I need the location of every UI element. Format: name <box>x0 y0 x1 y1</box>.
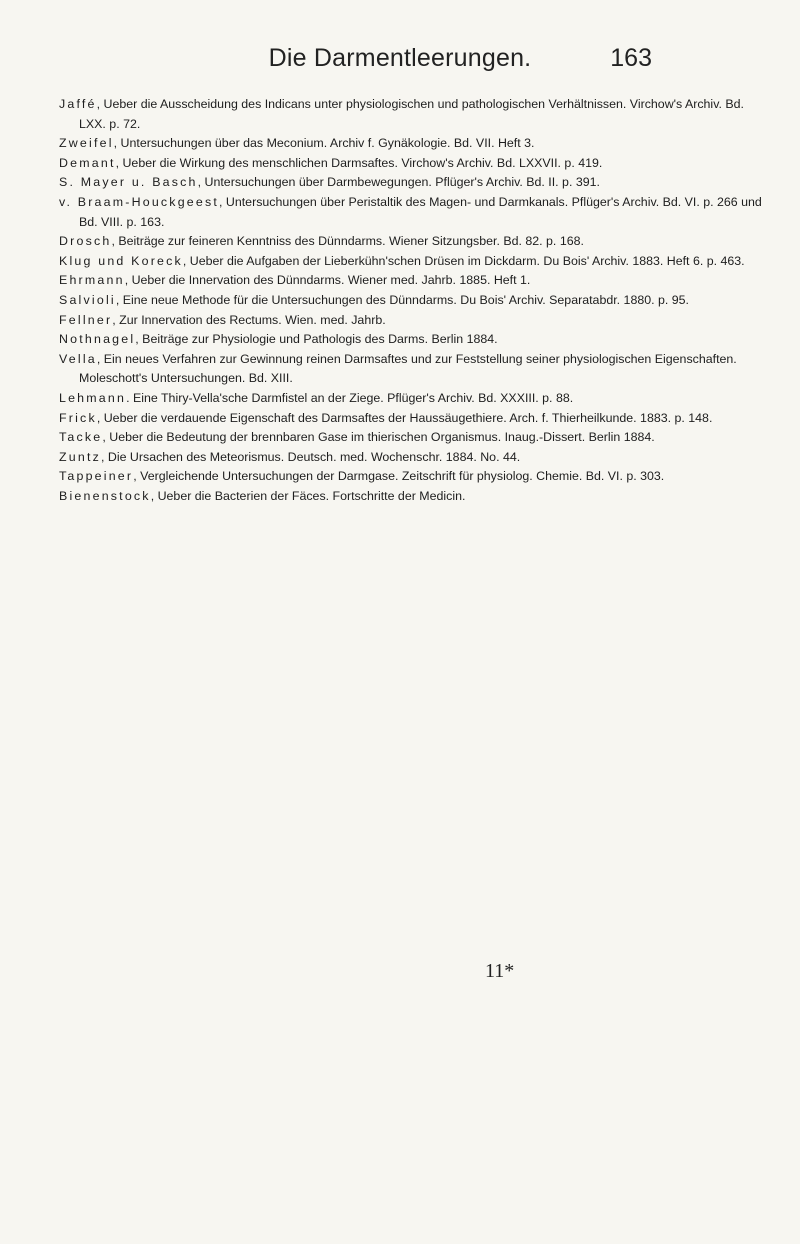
reference-entry <box>59 252 764 272</box>
reference-text: , Untersuchungen über Darmbewegungen. Pflüger's Archiv. Bd. II. p. 391. <box>197 175 600 190</box>
reference-entry <box>59 134 764 154</box>
printer-signature: 11* <box>485 960 515 982</box>
reference-entry <box>59 271 764 291</box>
reference-entry <box>59 448 764 468</box>
reference-entry <box>59 350 764 389</box>
reference-text: , Ueber die Aufgaben der Lieberkühn'schen Drüsen im Dickdarm. Du Bois' Archiv. 1883. Heft 6. p. 463. <box>182 253 745 268</box>
reference-list <box>59 95 764 506</box>
reference-text: , Vergleichende Untersuchungen der Darmgase. Zeitschrift für physiolog. Chemie. Bd. VI. p. 303. <box>133 469 665 484</box>
reference-author: Ehrmann <box>59 273 125 288</box>
reference-author: Salvioli <box>59 292 116 307</box>
reference-text: , Beiträge zur feineren Kenntniss des Dünndarms. Wiener Sitzungsber. Bd. 82. p. 168. <box>111 234 584 249</box>
reference-author: Tappeiner <box>59 469 134 484</box>
reference-author: Bienenstock <box>59 488 151 503</box>
reference-text: , Die Ursachen des Meteorismus. Deutsch. med. Wochenschr. 1884. No. 44. <box>101 449 521 464</box>
reference-entry <box>59 95 764 134</box>
reference-entry <box>59 428 764 448</box>
reference-author: Jaffé <box>59 97 97 111</box>
reference-entry <box>59 232 764 252</box>
reference-text: , Zur Innervation des Rectums. Wien. med. Jahrb. <box>112 312 386 327</box>
reference-author: Zuntz <box>59 449 101 464</box>
reference-text: , Eine neue Methode für die Untersuchungen des Dünndarms. Du Bois' Archiv. Separatabdr. 1880. p. 95. <box>115 292 690 307</box>
reference-entry <box>59 330 764 350</box>
reference-text: , Untersuchungen über das Meconium. Archiv f. Gynäkologie. Bd. VII. Heft 3. <box>113 136 535 151</box>
reference-author: Fellner <box>59 312 113 327</box>
reference-text: , Ein neues Verfahren zur Gewinnung reinen Darmsaftes und zur Feststellung seiner physiologischen Eigenschaften. Moleschott's Untersuchungen. Bd. XIII. <box>79 351 737 386</box>
reference-entry <box>59 291 764 311</box>
reference-text: , Ueber die Innervation des Dünndarms. Wiener med. Jahrb. 1885. Heft 1. <box>124 273 531 288</box>
reference-text: , Ueber die verdauende Eigenschaft des Darmsaftes der Haussäugethiere. Arch. f. Thierheilkunde. 1883. p. 148. <box>96 410 713 425</box>
reference-entry <box>59 193 764 232</box>
reference-author: Klug und Koreck <box>59 253 183 268</box>
reference-author: Demant <box>59 155 116 170</box>
reference-text: , Ueber die Bacterien der Fäces. Fortschritte der Medicin. <box>150 488 466 503</box>
page-number: 163 <box>610 44 652 72</box>
reference-text: , Beiträge zur Physiologie und Pathologis des Darms. Berlin 1884. <box>135 332 498 347</box>
reference-author: Tacke <box>59 430 103 445</box>
reference-text: , Ueber die Bedeutung der brennbaren Gase im thierischen Organismus. Inaug.-Dissert. Berlin 1884. <box>102 430 655 445</box>
reference-text: , Untersuchungen über Peristaltik des Magen- und Darmkanals. Pflüger's Archiv. Bd. VI. p. 266 und Bd. VIII. p. 163. <box>79 194 762 229</box>
reference-text: , Ueber die Ausscheidung des Indicans unter physiologischen und pathologischen Verhältnissen. Virchow's Archiv. Bd. LXX. p. 72. <box>79 97 744 131</box>
reference-entry <box>59 154 764 174</box>
reference-entry <box>59 311 764 331</box>
reference-author: Frick <box>59 410 97 425</box>
reference-author: Zweifel <box>59 136 114 151</box>
reference-entry <box>59 389 764 409</box>
reference-entry <box>59 173 764 193</box>
reference-author: Nothnagel <box>59 332 136 347</box>
reference-author: S. Mayer u. Basch <box>59 175 198 190</box>
reference-author: Drosch <box>59 234 112 249</box>
reference-text: . Eine Thiry-Vella'sche Darmfistel an der Ziege. Pflüger's Archiv. Bd. XXXIII. p. 88. <box>126 390 574 405</box>
reference-author: v. Braam-Houckgeest <box>59 194 220 209</box>
reference-text: , Ueber die Wirkung des menschlichen Darmsaftes. Virchow's Archiv. Bd. LXXVII. p. 419. <box>115 155 603 170</box>
reference-entry <box>59 487 764 507</box>
reference-entry <box>59 409 764 429</box>
reference-entry <box>59 467 764 487</box>
page-title: Die Darmentleerungen. <box>268 44 532 72</box>
reference-author: Lehmann <box>59 390 127 405</box>
reference-author: Vella <box>59 351 97 366</box>
